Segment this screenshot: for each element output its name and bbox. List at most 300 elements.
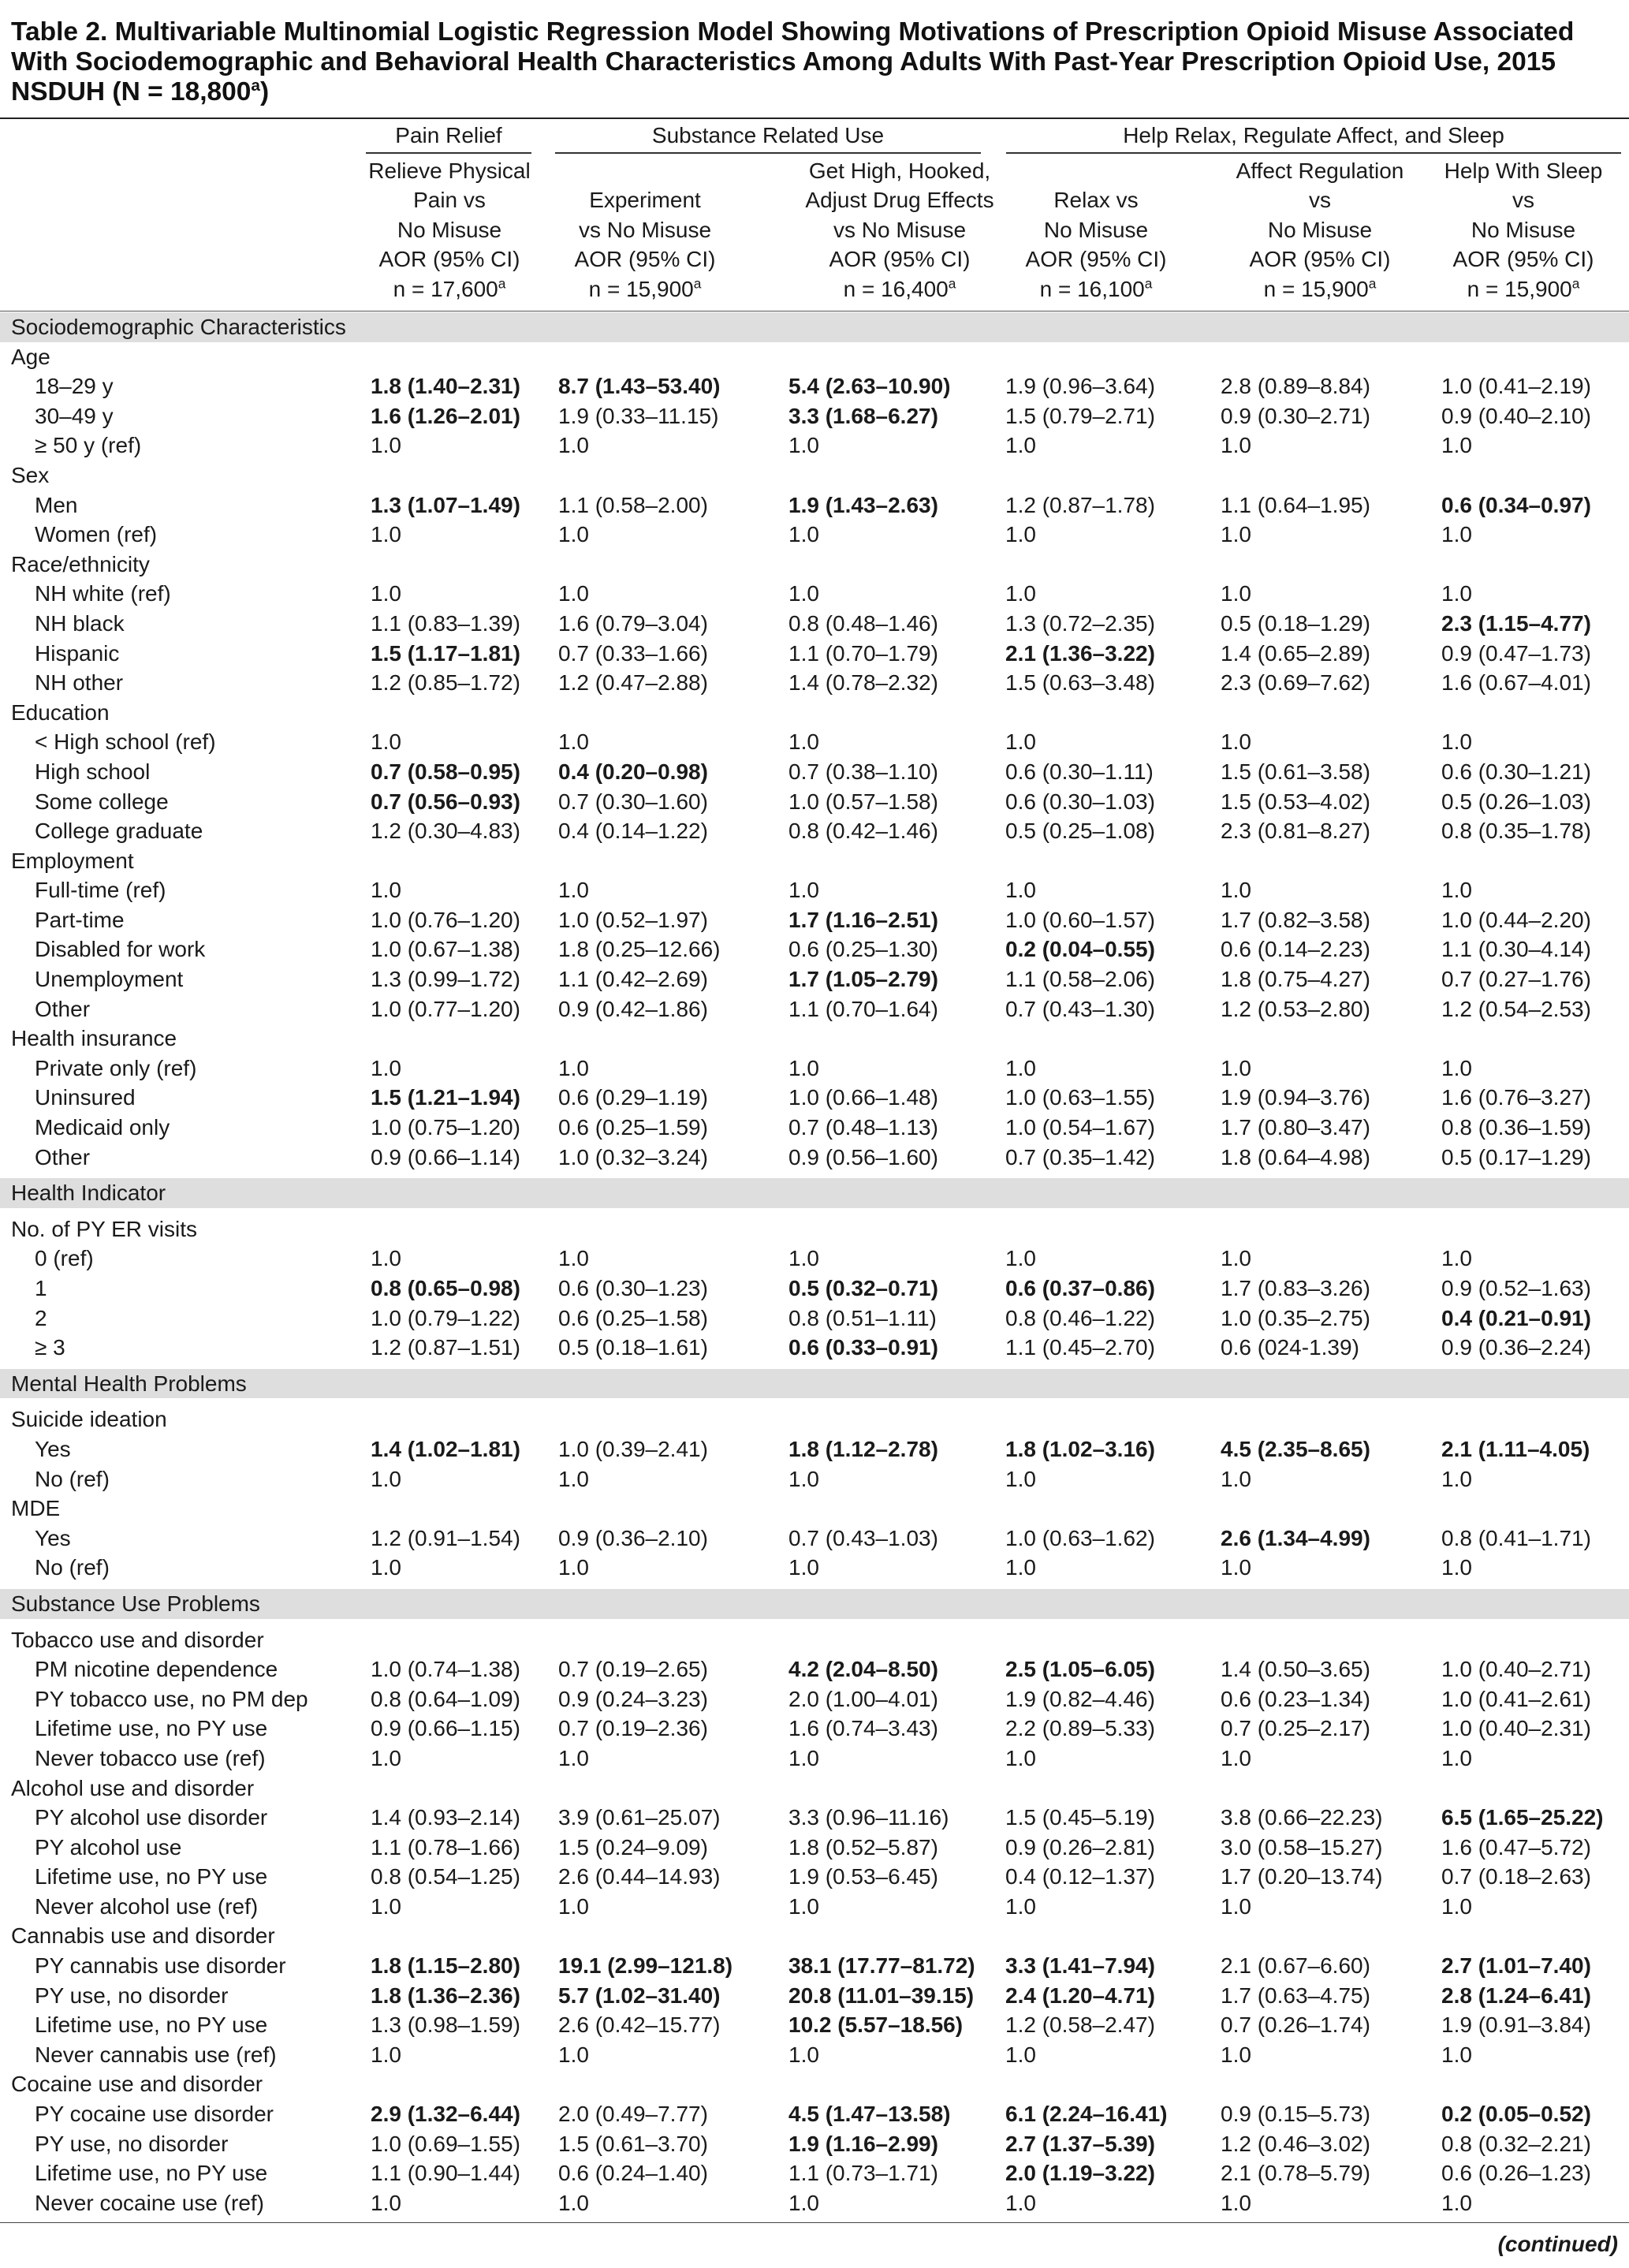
table-cell-col-4: 1.5 (0.63–3.48): [1005, 670, 1155, 696]
table-cell-col-2: 0.9 (0.42–1.86): [558, 996, 708, 1021]
table-cell-col-4: 1.5 (0.79–2.71): [1005, 403, 1155, 428]
table-cell-col-6: 1.0: [1441, 729, 1472, 755]
table-cell-col-2: 0.6 (0.29–1.19): [558, 1085, 708, 1110]
table-cell-col-2: 0.7 (0.30–1.60): [558, 789, 708, 814]
table-cell-col-2: 1.5 (0.24–9.09): [558, 1834, 708, 1860]
table-cell-col-3: 10.2 (5.57–18.56): [788, 2012, 964, 2038]
table-cell-col-6: 1.0 (0.41–2.61): [1441, 1686, 1591, 1711]
table-row: [0, 2158, 1629, 2188]
table-cell-col-1: 1.2 (0.85–1.72): [371, 670, 520, 696]
table-row: [0, 964, 1629, 994]
row-label: 30–49 y: [35, 403, 114, 428]
table-cell-col-1: 1.0: [371, 1055, 401, 1080]
table-cell-col-3: 4.5 (1.47–13.58): [788, 2102, 951, 2127]
row-label: PY cocaine use disorder: [35, 2102, 274, 2127]
table-cell-col-2: 1.0: [558, 878, 589, 903]
row-label: Other: [35, 1144, 91, 1169]
row-label: No (ref): [35, 1555, 110, 1580]
table-cell-col-5: 3.0 (0.58–15.27): [1221, 1834, 1383, 1860]
row-label: Men: [35, 492, 78, 517]
table-cell-col-1: 2.9 (1.32–6.44): [371, 2102, 520, 2127]
row-label: Employment: [11, 848, 134, 873]
table-cell-col-5: 1.0: [1221, 1555, 1251, 1580]
table-cell-col-6: 1.0: [1441, 433, 1472, 458]
table-cell-col-1: 1.0: [371, 1893, 401, 1919]
table-cell-col-1: 0.7 (0.58–0.95): [371, 759, 520, 784]
table-cell-col-2: 0.6 (0.25–1.58): [558, 1305, 708, 1330]
table-cell-col-1: 1.1 (0.90–1.44): [371, 2161, 520, 2186]
table-row: [0, 639, 1629, 669]
table-cell-col-6: 1.0: [1441, 1555, 1472, 1580]
group-label-row: [0, 1774, 1629, 1804]
table-cell-col-4: 0.4 (0.12–1.37): [1005, 1864, 1155, 1889]
row-label: Full-time (ref): [35, 878, 166, 903]
table-cell-col-3: 0.6 (0.33–0.91): [788, 1335, 938, 1360]
table-row: [0, 2188, 1629, 2218]
table-cell-col-3: 1.0: [788, 1555, 819, 1580]
column-header-n: n = 15,900$^a$: [1467, 275, 1580, 301]
table-cell-col-4: 1.0: [1005, 1466, 1036, 1491]
table-cell-col-2: 0.4 (0.20–0.98): [558, 759, 708, 784]
table-cell-col-6: 2.3 (1.15–4.77): [1441, 610, 1591, 636]
bottom-rule: [0, 2222, 1629, 2223]
table-cell-col-2: 1.6 (0.79–3.04): [558, 610, 708, 636]
table-cell-col-2: 1.1 (0.58–2.00): [558, 492, 708, 517]
table-cell-col-4: 1.0: [1005, 1055, 1036, 1080]
table-cell-col-4: 2.1 (1.36–3.22): [1005, 640, 1155, 666]
table-cell-col-4: 1.9 (0.96–3.64): [1005, 374, 1155, 399]
row-label: Never alcohol use (ref): [35, 1893, 259, 1919]
table-cell-col-2: 19.1 (2.99–121.8): [558, 1953, 733, 1979]
column-header-line: No Misuse: [1471, 217, 1576, 242]
table-cell-col-1: 1.5 (1.21–1.94): [371, 1085, 520, 1110]
table-cell-col-4: 1.0: [1005, 433, 1036, 458]
column-header-n: n = 17,600$^a$: [393, 275, 506, 301]
table-cell-col-3: 0.8 (0.48–1.46): [788, 610, 938, 636]
table-cell-col-6: 0.9 (0.36–2.24): [1441, 1335, 1591, 1360]
table-cell-col-1: 0.8 (0.64–1.09): [371, 1686, 520, 1711]
table-cell-col-5: 1.4 (0.65–2.89): [1221, 640, 1370, 666]
table-cell-col-6: 0.8 (0.35–1.78): [1441, 819, 1591, 844]
table-row: [0, 727, 1629, 757]
table-row: [0, 2129, 1629, 2159]
table-cell-col-3: 38.1 (17.77–81.72): [788, 1953, 975, 1979]
table-cell-col-3: 1.0: [788, 433, 819, 458]
row-label: Unemployment: [35, 967, 184, 992]
table-cell-col-1: 1.1 (0.78–1.66): [371, 1834, 520, 1860]
table-cell-col-6: 1.1 (0.30–4.14): [1441, 937, 1591, 962]
row-label: Race/ethnicity: [11, 551, 150, 576]
table-cell-col-5: 1.7 (0.20–13.74): [1221, 1864, 1383, 1889]
group-label-row: [0, 550, 1629, 580]
row-label: Part-time: [35, 907, 125, 932]
table-row: [0, 1113, 1629, 1143]
table-cell-col-2: 1.0 (0.39–2.41): [558, 1436, 708, 1461]
table-cell-col-5: 2.3 (0.81–8.27): [1221, 819, 1370, 844]
column-header-n: n = 16,400$^a$: [843, 275, 956, 301]
table-cell-col-1: 1.1 (0.83–1.39): [371, 610, 520, 636]
table-cell-col-3: 1.0 (0.57–1.58): [788, 789, 938, 814]
group-label-row: [0, 2069, 1629, 2099]
table-cell-col-1: 1.8 (1.15–2.80): [371, 1953, 520, 1979]
group-label-row: [0, 1024, 1629, 1054]
table-cell-col-3: 1.9 (1.43–2.63): [788, 492, 938, 517]
table-cell-col-2: 1.2 (0.47–2.88): [558, 670, 708, 696]
row-label: NH black: [35, 610, 125, 636]
column-header-2: [527, 185, 763, 304]
table-cell-col-1: 1.0: [371, 581, 401, 606]
column-header-line: vs: [1309, 188, 1331, 212]
row-label: MDE: [11, 1496, 61, 1521]
table-cell-col-4: 1.0 (0.63–1.55): [1005, 1085, 1155, 1110]
row-label: PM nicotine dependence: [35, 1657, 278, 1682]
table-cell-col-6: 1.6 (0.67–4.01): [1441, 670, 1591, 696]
column-header-n: n = 16,100$^a$: [1039, 275, 1153, 301]
column-header-4: [978, 185, 1214, 304]
table-cell-col-3: 1.1 (0.70–1.64): [788, 996, 938, 1021]
group-header-substance-related-use: Substance Related Use: [651, 123, 885, 147]
table-cell-col-3: 1.0: [788, 729, 819, 755]
row-label: PY use, no disorder: [35, 1983, 229, 2008]
table-cell-col-3: 0.9 (0.56–1.60): [788, 1144, 938, 1169]
row-label: ≥ 50 y (ref): [35, 433, 142, 458]
table-cell-col-3: 4.2 (2.04–8.50): [788, 1657, 938, 1682]
table-cell-col-1: 1.0 (0.75–1.20): [371, 1115, 520, 1140]
top-rule: [0, 118, 1629, 119]
table-cell-col-6: 0.6 (0.26–1.23): [1441, 2161, 1591, 2186]
table-cell-col-5: 3.8 (0.66–22.23): [1221, 1805, 1383, 1830]
row-label: Substance Use Problems: [11, 1591, 260, 1616]
table-cell-col-5: 1.0: [1221, 2042, 1251, 2067]
table-row: [0, 1054, 1629, 1084]
table-cell-col-3: 0.7 (0.38–1.10): [788, 759, 938, 784]
table-cell-col-5: 1.0: [1221, 729, 1251, 755]
table-row: [0, 431, 1629, 461]
table-cell-col-2: 1.0: [558, 2042, 589, 2067]
table-row: [0, 1143, 1629, 1173]
column-header-line: AOR (95% CI): [378, 247, 520, 271]
row-label: Education: [11, 699, 110, 725]
table-cell-col-5: 1.8 (0.75–4.27): [1221, 967, 1370, 992]
table-cell-col-1: 1.3 (0.99–1.72): [371, 967, 520, 992]
table-cell-col-1: 0.7 (0.56–0.93): [371, 789, 520, 814]
table-row: [0, 2099, 1629, 2129]
table-cell-col-5: 2.3 (0.69–7.62): [1221, 670, 1370, 696]
column-header-line: Get High, Hooked,: [808, 158, 991, 183]
table-cell-col-6: 0.6 (0.34–0.97): [1441, 492, 1591, 517]
table-cell-col-4: 1.0 (0.63–1.62): [1005, 1525, 1155, 1550]
table-cell-col-3: 0.8 (0.51–1.11): [788, 1305, 937, 1330]
table-cell-col-4: 0.9 (0.26–2.81): [1005, 1834, 1155, 1860]
table-cell-col-2: 0.7 (0.33–1.66): [558, 640, 708, 666]
table-row: [0, 875, 1629, 905]
table-cell-col-3: 1.8 (1.12–2.78): [788, 1436, 938, 1461]
table-cell-col-2: 0.4 (0.14–1.22): [558, 819, 708, 844]
row-label: 18–29 y: [35, 374, 114, 399]
table-cell-col-6: 1.0: [1441, 1246, 1472, 1271]
row-spacer: [0, 1619, 1629, 1625]
table-cell-col-3: 1.0: [788, 878, 819, 903]
table-cell-col-4: 0.6 (0.37–0.86): [1005, 1276, 1155, 1300]
column-header-6: [1405, 156, 1629, 304]
row-label: PY use, no disorder: [35, 2131, 229, 2156]
table-cell-col-5: 2.8 (0.89–8.84): [1221, 374, 1370, 399]
group-label-row: [0, 1921, 1629, 1951]
table-cell-col-4: 1.0: [1005, 1745, 1036, 1770]
table-cell-col-5: 0.7 (0.25–2.17): [1221, 1716, 1370, 1741]
table-cell-col-4: 0.2 (0.04–0.55): [1005, 937, 1155, 962]
table-cell-col-3: 3.3 (1.68–6.27): [788, 403, 938, 428]
row-label: No. of PY ER visits: [11, 1216, 198, 1241]
table-cell-col-3: 1.9 (1.16–2.99): [788, 2131, 938, 2156]
row-label: Private only (ref): [35, 1055, 197, 1080]
group-rule-pain-relief: [366, 152, 531, 154]
table-cell-col-5: 0.7 (0.26–1.74): [1221, 2012, 1370, 2038]
group-label-row: [0, 461, 1629, 491]
group-label-row: [0, 1625, 1629, 1655]
column-header-line: Adjust Drug Effects: [805, 188, 994, 212]
table-cell-col-2: 1.0: [558, 581, 589, 606]
row-label: Yes: [35, 1525, 71, 1550]
table-cell-col-4: 6.1 (2.24–16.41): [1005, 2102, 1168, 2127]
table-cell-col-4: 0.5 (0.25–1.08): [1005, 819, 1155, 844]
table-cell-col-5: 0.9 (0.15–5.73): [1221, 2102, 1370, 2127]
table-cell-col-5: 2.6 (1.34–4.99): [1221, 1525, 1370, 1550]
table-cell-col-6: 1.0 (0.44–2.20): [1441, 907, 1591, 932]
table-cell-col-2: 0.6 (0.30–1.23): [558, 1276, 708, 1300]
table-row: [0, 1244, 1629, 1274]
table-cell-col-1: 1.3 (1.07–1.49): [371, 492, 520, 517]
table-row: [0, 994, 1629, 1024]
table-cell-col-2: 1.0: [558, 729, 589, 755]
table-cell-col-3: 1.0: [788, 581, 819, 606]
table-cell-col-5: 1.7 (0.63–4.75): [1221, 1983, 1370, 2008]
row-spacer: [0, 1172, 1629, 1178]
table-cell-col-4: 0.8 (0.46–1.22): [1005, 1305, 1155, 1330]
table-cell-col-1: 1.0: [371, 729, 401, 755]
table-cell-col-4: 0.6 (0.30–1.03): [1005, 789, 1155, 814]
table-cell-col-5: 4.5 (2.35–8.65): [1221, 1436, 1370, 1461]
table-caption: Table 2. Multivariable Multinomial Logistic Regression Model Showing Motivations of Prescription Opioid Misuse Associated With Sociodemographic and Behavioral Health Characteristics Among Adults With Past-Year Prescription Opioid Use, 2015 NSDUH (N = 18,800$^a$): [11, 17, 1575, 106]
table-cell-col-3: 1.0: [788, 522, 819, 547]
row-label: PY alcohol use disorder: [35, 1805, 268, 1830]
table-row: [0, 934, 1629, 964]
table-cell-col-3: 1.0: [788, 1745, 819, 1770]
table-cell-col-5: 1.0: [1221, 581, 1251, 606]
table-cell-col-4: 2.5 (1.05–6.05): [1005, 1657, 1155, 1682]
table-cell-col-1: 1.2 (0.30–4.83): [371, 819, 520, 844]
table-cell-col-1: 1.0: [371, 2190, 401, 2215]
row-label: Cannabis use and disorder: [11, 1923, 275, 1949]
table-row: [0, 1434, 1629, 1464]
row-label: Medicaid only: [35, 1115, 170, 1140]
table-row: [0, 2040, 1629, 2070]
table-cell-col-4: 1.0: [1005, 878, 1036, 903]
table-cell-col-5: 1.4 (0.50–3.65): [1221, 1657, 1370, 1682]
table-cell-col-2: 1.0: [558, 1466, 589, 1491]
row-label: Lifetime use, no PY use: [35, 1716, 268, 1741]
table-cell-col-1: 1.0 (0.74–1.38): [371, 1657, 520, 1682]
column-header-line: No Misuse: [1267, 217, 1373, 242]
table-cell-col-2: 1.0: [558, 522, 589, 547]
table-cell-col-1: 1.4 (1.02–1.81): [371, 1436, 520, 1461]
table-cell-col-4: 1.0: [1005, 581, 1036, 606]
table-cell-col-2: 1.8 (0.25–12.66): [558, 937, 721, 962]
table-cell-col-6: 1.0: [1441, 1745, 1472, 1770]
table-cell-col-1: 0.8 (0.54–1.25): [371, 1864, 520, 1889]
table-cell-col-1: 1.0: [371, 522, 401, 547]
row-label: ≥ 3: [35, 1335, 65, 1360]
table-cell-col-4: 1.0: [1005, 729, 1036, 755]
row-spacer: [0, 1398, 1629, 1404]
table-cell-col-6: 1.0: [1441, 2042, 1472, 2067]
table-cell-col-5: 0.5 (0.18–1.29): [1221, 610, 1370, 636]
table-cell-col-6: 1.0 (0.40–2.31): [1441, 1716, 1591, 1741]
table-cell-col-3: 1.4 (0.78–2.32): [788, 670, 938, 696]
table-cell-col-1: 1.8 (1.40–2.31): [371, 374, 520, 399]
table-cell-col-5: 1.7 (0.82–3.58): [1221, 907, 1370, 932]
table-cell-col-3: 1.8 (0.52–5.87): [788, 1834, 938, 1860]
table-cell-col-2: 2.6 (0.44–14.93): [558, 1864, 721, 1889]
table-cell-col-6: 0.7 (0.27–1.76): [1441, 967, 1591, 992]
table-cell-col-4: 2.4 (1.20–4.71): [1005, 1983, 1155, 2008]
table-cell-col-4: 1.0 (0.60–1.57): [1005, 907, 1155, 932]
row-label: Women (ref): [35, 522, 158, 547]
row-label: PY cannabis use disorder: [35, 1953, 286, 1979]
table-cell-col-1: 1.3 (0.98–1.59): [371, 2012, 520, 2038]
table-row: [0, 1333, 1629, 1363]
table-row: [0, 371, 1629, 401]
table-cell-col-5: 1.5 (0.61–3.58): [1221, 759, 1370, 784]
row-label: Suicide ideation: [11, 1407, 167, 1432]
table-cell-col-5: 1.0: [1221, 1466, 1251, 1491]
column-header-line: Pain vs: [413, 188, 486, 212]
table-cell-col-6: 0.4 (0.21–0.91): [1441, 1305, 1591, 1330]
table-cell-col-4: 1.0: [1005, 1555, 1036, 1580]
table-cell-col-4: 1.3 (0.72–2.35): [1005, 610, 1155, 636]
column-header-line: AOR (95% CI): [1249, 247, 1391, 271]
table-cell-col-3: 1.0: [788, 1246, 819, 1271]
table-cell-col-4: 2.7 (1.37–5.39): [1005, 2131, 1155, 2156]
table-cell-col-3: 0.6 (0.25–1.30): [788, 937, 938, 962]
table-cell-col-4: 1.0: [1005, 1893, 1036, 1919]
table-cell-col-4: 1.0: [1005, 1246, 1036, 1271]
column-header-line: vs No Misuse: [578, 217, 712, 242]
table-cell-col-6: 0.9 (0.52–1.63): [1441, 1276, 1591, 1300]
table-cell-col-1: 0.9 (0.66–1.15): [371, 1716, 520, 1741]
table-cell-col-1: 1.4 (0.93–2.14): [371, 1805, 520, 1830]
table-row: [0, 491, 1629, 520]
table-cell-col-2: 0.5 (0.18–1.61): [558, 1335, 708, 1360]
column-header-n: n = 15,900$^a$: [588, 275, 702, 301]
row-label: Other: [35, 996, 91, 1021]
table-cell-col-1: 1.0: [371, 878, 401, 903]
table-cell-col-6: 1.2 (0.54–2.53): [1441, 996, 1591, 1021]
table-cell-col-4: 1.0: [1005, 522, 1036, 547]
table-cell-col-4: 0.7 (0.35–1.42): [1005, 1144, 1155, 1169]
table-cell-col-6: 0.9 (0.47–1.73): [1441, 640, 1591, 666]
table-cell-col-1: 1.6 (1.26–2.01): [371, 403, 520, 428]
table-cell-col-5: 1.9 (0.94–3.76): [1221, 1085, 1370, 1110]
table-cell-col-1: 0.9 (0.66–1.14): [371, 1144, 520, 1169]
table-cell-col-5: 1.8 (0.64–4.98): [1221, 1144, 1370, 1169]
table-cell-col-6: 1.0 (0.40–2.71): [1441, 1657, 1591, 1682]
table-cell-col-6: 1.9 (0.91–3.84): [1441, 2012, 1591, 2038]
table-row: [0, 1274, 1629, 1304]
table-row: [0, 2010, 1629, 2040]
table-cell-col-5: 1.1 (0.64–1.95): [1221, 492, 1370, 517]
row-label: College graduate: [35, 819, 203, 844]
table-cell-col-4: 1.0: [1005, 2042, 1036, 2067]
row-label: Lifetime use, no PY use: [35, 2012, 268, 2038]
table-cell-col-1: 1.0 (0.76–1.20): [371, 907, 520, 932]
table-cell-col-1: 1.0: [371, 1555, 401, 1580]
table-cell-col-2: 8.7 (1.43–53.40): [558, 374, 721, 399]
column-header-line: AOR (95% CI): [1452, 247, 1594, 271]
table-cell-col-5: 1.2 (0.46–3.02): [1221, 2131, 1370, 2156]
table-cell-col-3: 1.1 (0.70–1.79): [788, 640, 938, 666]
row-label: Never cannabis use (ref): [35, 2042, 277, 2067]
column-header-line: No Misuse: [397, 217, 502, 242]
table-row: [0, 520, 1629, 550]
table-cell-col-3: 1.0: [788, 1055, 819, 1080]
table-row: [0, 1083, 1629, 1113]
table-cell-col-6: 1.0: [1441, 878, 1472, 903]
row-label: NH other: [35, 670, 124, 696]
column-header-line: AOR (95% CI): [574, 247, 716, 271]
table-cell-col-6: 1.0: [1441, 581, 1472, 606]
table-cell-col-3: 1.7 (1.05–2.79): [788, 967, 938, 992]
table-row: [0, 1714, 1629, 1744]
table-cell-col-5: 1.5 (0.53–4.02): [1221, 789, 1370, 814]
column-header-line: Relieve Physical: [368, 158, 531, 183]
table-cell-col-3: 1.7 (1.16–2.51): [788, 907, 938, 932]
column-header-line: AOR (95% CI): [829, 247, 971, 271]
group-header-relax-affect-sleep: Help Relax, Regulate Affect, and Sleep: [1123, 123, 1504, 147]
section-header-row: [0, 1178, 1629, 1208]
table-cell-col-3: 0.5 (0.32–0.71): [788, 1276, 938, 1300]
table-cell-col-5: 2.1 (0.78–5.79): [1221, 2161, 1370, 2186]
continued-note: (continued): [1497, 2232, 1618, 2256]
table-cell-col-3: 0.7 (0.43–1.03): [788, 1525, 938, 1550]
section-header-row: [0, 312, 1629, 342]
row-label: Mental Health Problems: [11, 1371, 247, 1396]
table-cell-col-3: 1.1 (0.73–1.71): [788, 2161, 938, 2186]
table-cell-col-4: 1.0 (0.54–1.67): [1005, 1115, 1155, 1140]
table-cell-col-5: 1.0: [1221, 1745, 1251, 1770]
row-label: Never cocaine use (ref): [35, 2190, 265, 2215]
row-label: Yes: [35, 1436, 71, 1461]
table-cell-col-1: 1.0: [371, 2042, 401, 2067]
table-cell-col-1: 0.8 (0.65–0.98): [371, 1276, 520, 1300]
table-cell-col-2: 2.0 (0.49–7.77): [558, 2102, 708, 2127]
table-cell-col-2: 1.5 (0.61–3.70): [558, 2131, 708, 2156]
row-label: Lifetime use, no PY use: [35, 1864, 268, 1889]
table-cell-col-5: 1.0: [1221, 1246, 1251, 1271]
table-cell-col-6: 0.8 (0.41–1.71): [1441, 1525, 1591, 1550]
table-cell-col-1: 1.0: [371, 1246, 401, 1271]
table-cell-col-6: 0.6 (0.30–1.21): [1441, 759, 1591, 784]
table-cell-col-5: 1.0: [1221, 2190, 1251, 2215]
row-label: PY tobacco use, no PM dep: [35, 1686, 308, 1711]
table-cell-col-5: 0.6 (024-1.39): [1221, 1335, 1359, 1360]
table-row: [0, 816, 1629, 846]
table-cell-col-3: 1.0: [788, 1893, 819, 1919]
table-cell-col-3: 2.0 (1.00–4.01): [788, 1686, 938, 1711]
table-cell-col-2: 1.0 (0.32–3.24): [558, 1144, 708, 1169]
group-rule-relax-affect-sleep: [1006, 152, 1621, 154]
table-row: [0, 787, 1629, 817]
